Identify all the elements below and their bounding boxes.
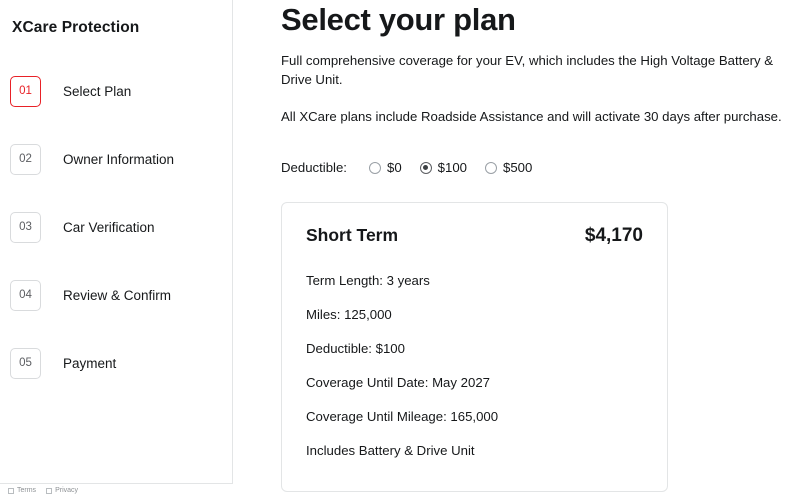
step-label: Select Plan bbox=[63, 83, 132, 99]
plan-detail-coverage-until-date: Coverage Until Date: May 2027 bbox=[306, 375, 490, 390]
step-number: 05 bbox=[10, 348, 41, 379]
plan-card-short-term[interactable] bbox=[281, 202, 668, 492]
plan-header bbox=[306, 225, 643, 247]
sidebar-item-select-plan[interactable] bbox=[0, 67, 232, 115]
step-label: Payment bbox=[63, 355, 117, 371]
intro-paragraph-2: All XCare plans include Roadside Assistance and will activate 30 days after purchase. bbox=[281, 109, 782, 124]
footer-label: Privacy bbox=[55, 487, 79, 494]
intro-paragraph-1: Full comprehensive coverage for your EV, which includes the High Voltage Battery & Drive Unit. bbox=[281, 53, 774, 87]
deductible-label: Deductible: bbox=[281, 160, 347, 175]
step-list bbox=[0, 67, 232, 387]
deductible-option-label: $0 bbox=[386, 160, 402, 175]
step-number: 01 bbox=[10, 76, 41, 107]
deductible-option-0[interactable] bbox=[369, 160, 402, 175]
step-label: Owner Information bbox=[63, 151, 175, 167]
radio-icon[interactable] bbox=[485, 162, 497, 174]
step-label: Review & Confirm bbox=[63, 287, 172, 303]
footer-item-privacy[interactable] bbox=[46, 487, 78, 494]
plan-detail-miles: Miles: 125,000 bbox=[306, 307, 392, 322]
deductible-option-100[interactable] bbox=[420, 160, 467, 175]
deductible-selector bbox=[281, 160, 782, 175]
deductible-option-label: $100 bbox=[437, 160, 467, 175]
shield-icon bbox=[46, 488, 52, 494]
radio-icon[interactable] bbox=[369, 162, 381, 174]
plan-detail-list bbox=[306, 273, 643, 458]
radio-icon-selected[interactable] bbox=[420, 162, 432, 174]
footer-item-terms[interactable] bbox=[8, 487, 36, 494]
main-content bbox=[233, 0, 800, 497]
sidebar-item-payment[interactable] bbox=[0, 339, 232, 387]
sidebar bbox=[0, 0, 233, 497]
step-label: Car Verification bbox=[63, 219, 155, 235]
deductible-option-500[interactable] bbox=[485, 160, 532, 175]
main-heading: Select your plan bbox=[281, 2, 516, 37]
plan-name: Short Term bbox=[306, 225, 399, 245]
sidebar-footer bbox=[0, 483, 233, 497]
deductible-option-label: $500 bbox=[503, 160, 533, 175]
plan-price: $4,170 bbox=[584, 225, 643, 246]
footer-label: Terms bbox=[17, 487, 37, 494]
plan-detail-coverage-until-mileage: Coverage Until Mileage: 165,000 bbox=[306, 409, 499, 424]
sidebar-item-car-verification[interactable] bbox=[0, 203, 232, 251]
page-title: XCare Protection bbox=[12, 19, 140, 36]
step-number: 04 bbox=[10, 280, 41, 311]
step-number: 03 bbox=[10, 212, 41, 243]
document-icon bbox=[8, 488, 14, 494]
plan-detail-includes: Includes Battery & Drive Unit bbox=[306, 443, 475, 458]
plan-detail-deductible: Deductible: $100 bbox=[306, 341, 405, 356]
step-number: 02 bbox=[10, 144, 41, 175]
plan-detail-term-length: Term Length: 3 years bbox=[306, 273, 430, 288]
sidebar-item-owner-information[interactable] bbox=[0, 135, 232, 183]
sidebar-item-review-confirm[interactable] bbox=[0, 271, 232, 319]
